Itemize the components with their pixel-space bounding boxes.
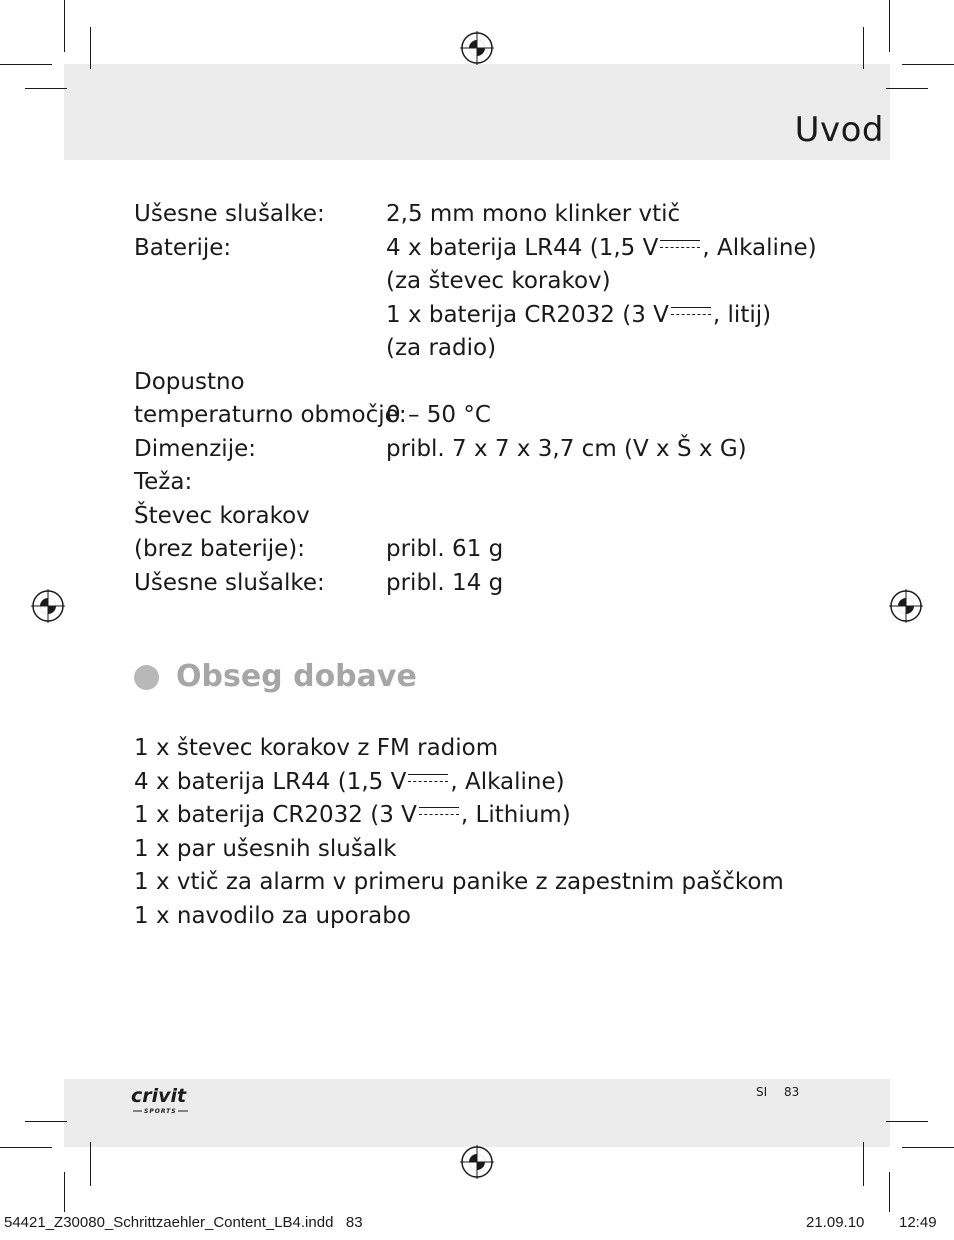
list-item-text: 1 x navodilo za uporabo: [134, 902, 411, 929]
spec-value: [386, 299, 771, 333]
spec-label: Baterije:: [134, 234, 232, 261]
page-title: Uvod: [794, 110, 884, 150]
header-band: [64, 64, 890, 160]
page-number: 83: [784, 1085, 800, 1099]
list-item-text: 4 x baterija LR44 (1,5 V: [134, 768, 407, 795]
list-item: [134, 732, 498, 766]
list-item: [134, 900, 411, 934]
registration-mark-icon: [31, 589, 65, 623]
spec-value: [386, 232, 817, 266]
spec-value: [386, 399, 491, 433]
crop-mark: [25, 88, 67, 89]
crop-mark: [863, 1142, 864, 1186]
spec-value-text: 0 – 50 °C: [386, 402, 491, 428]
crop-mark: [886, 88, 928, 89]
crop-mark: [0, 1147, 52, 1148]
crop-mark: [0, 64, 52, 65]
crop-mark: [64, 1172, 65, 1212]
list-item-text: 1 x števec korakov z FM radiom: [134, 735, 499, 761]
list-item: [134, 833, 397, 867]
spec-value: [386, 332, 496, 366]
spec-label: Števec korakov: [134, 502, 310, 529]
crop-mark: [25, 1121, 67, 1122]
crop-mark: [889, 0, 890, 52]
spec-label: Teža:: [134, 469, 193, 495]
print-time: 12:49: [899, 1214, 937, 1231]
crop-mark: [64, 0, 65, 52]
print-file-info: 54421_Z30080_Schrittzaehler_Content_LB4.indd 83: [4, 1214, 363, 1231]
crop-mark: [90, 1142, 91, 1186]
list-item-text: 1 x vtič za alarm v primeru panike z zapestnim paščkom: [134, 869, 784, 895]
brand-logo-sub: SPORTS: [144, 1108, 177, 1115]
crop-mark: [90, 27, 91, 69]
spec-value: [386, 533, 503, 567]
spec-value-text: 1 x baterija CR2032 (3 V: [386, 301, 669, 328]
list-item: [134, 866, 784, 900]
list-item-text-suffix: , Lithium): [460, 802, 571, 828]
dc-current-symbol-icon: [419, 807, 459, 820]
spec-value-text: pribl. 14 g: [386, 569, 504, 596]
crop-mark: [902, 1147, 954, 1148]
dc-current-symbol-icon: [408, 774, 448, 787]
spec-label: Dimenzije:: [134, 435, 256, 462]
spec-value-text: pribl. 7 x 7 x 3,7 cm (V x Š x G): [386, 435, 747, 462]
spec-label: Dopustno: [134, 368, 245, 395]
spec-value-text: 4 x baterija LR44 (1,5 V: [386, 234, 659, 261]
spec-label: temperaturno območje:: [134, 402, 407, 428]
brand-logo-text: crivit: [131, 1085, 187, 1107]
crop-mark: [863, 27, 864, 69]
list-item-text-suffix: , Alkaline): [450, 768, 565, 795]
list-item-text: 1 x baterija CR2032 (3 V: [134, 802, 417, 828]
spec-value-text: pribl. 61 g: [386, 536, 504, 562]
spec-value-text-suffix: , Alkaline): [702, 234, 817, 261]
spec-value: [386, 265, 611, 299]
list-item-text: 1 x par ušesnih slušalk: [134, 835, 397, 862]
dc-current-symbol-icon: [660, 240, 700, 253]
language-code: SI: [756, 1085, 768, 1099]
registration-mark-icon: [460, 31, 494, 65]
crop-mark: [902, 64, 954, 65]
spec-value: [386, 567, 503, 601]
registration-mark-icon: [889, 589, 923, 623]
brand-logo: [130, 1082, 196, 1120]
section-heading: Obseg dobave: [176, 659, 417, 694]
spec-label: Ušesne slušalke:: [134, 569, 325, 596]
list-item: [134, 799, 571, 833]
print-date: 21.09.10: [806, 1214, 865, 1231]
registration-mark-icon: [460, 1145, 494, 1179]
spec-label: Ušesne slušalke:: [134, 201, 325, 227]
list-item: [134, 766, 565, 800]
spec-value-text-suffix: , litij): [712, 301, 772, 328]
spec-value-text: (za števec korakov): [386, 268, 611, 294]
spec-value-text: 2,5 mm mono klinker vtič: [386, 201, 681, 227]
crop-mark: [889, 1172, 890, 1212]
bullet-dot-icon: [134, 665, 159, 690]
dc-current-symbol-icon: [671, 307, 711, 320]
spec-value-text: (za radio): [386, 335, 497, 361]
crop-mark: [886, 1121, 928, 1122]
spec-label: (brez baterije):: [134, 536, 306, 562]
spec-value: [386, 433, 747, 467]
spec-value: [386, 198, 680, 232]
